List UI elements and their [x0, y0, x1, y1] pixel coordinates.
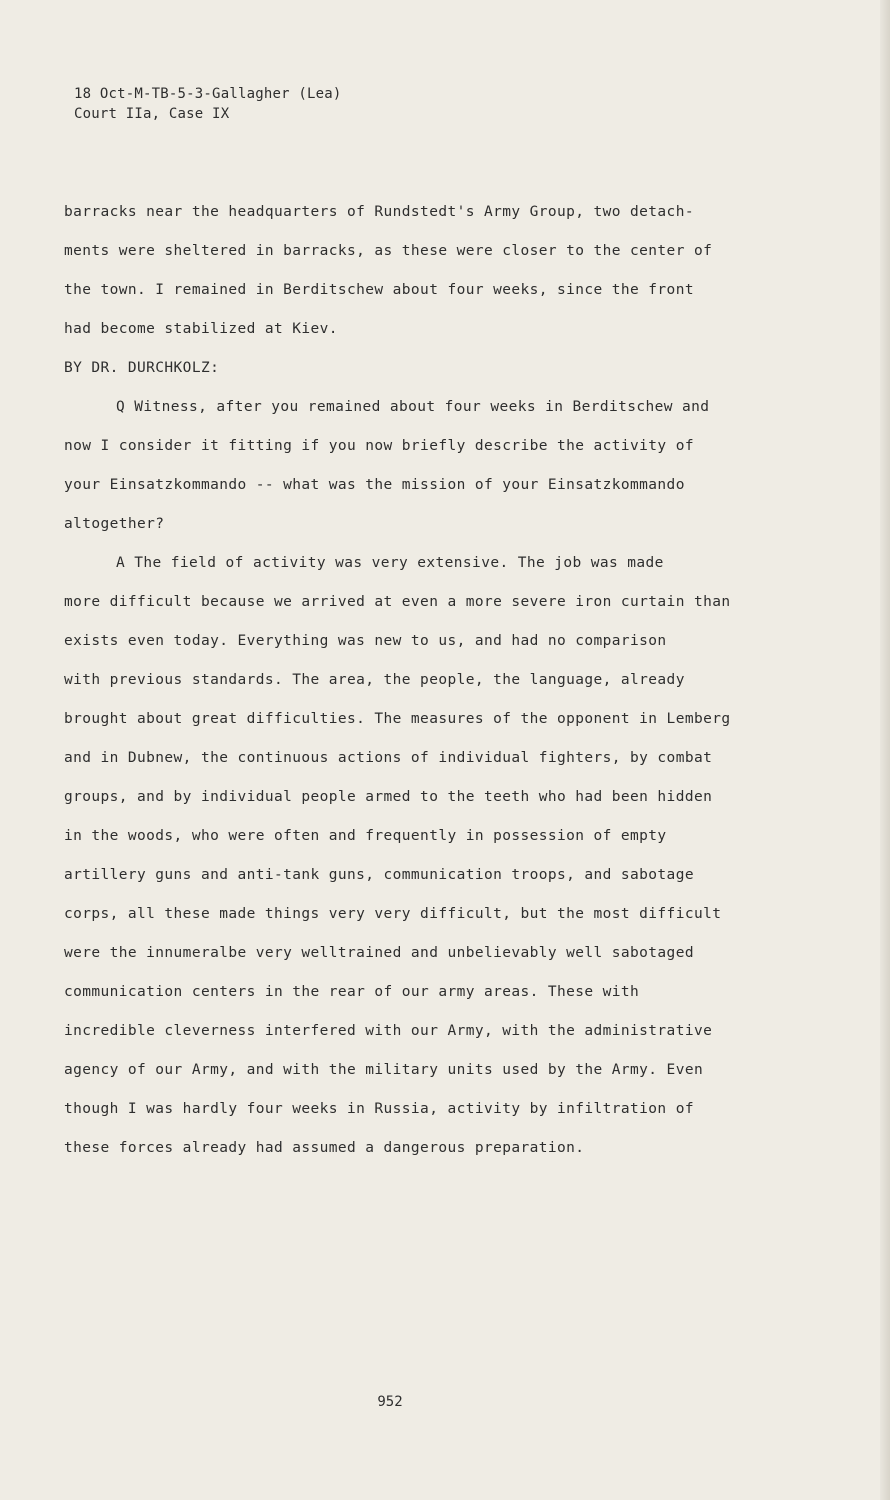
page-number: 952	[377, 1394, 403, 1410]
paragraph-1	[64, 193, 784, 349]
text-line: your Einsatzkommando -- what was the mission of your Einsatzkommando	[64, 477, 685, 493]
answer-paragraph	[64, 544, 784, 1168]
text-line: in the woods, who were often and frequently in possession of empty	[64, 828, 667, 844]
text-line: had become stabilized at Kiev.	[64, 321, 338, 337]
text-line: artillery guns and anti-tank guns, communication troops, and sabotage	[64, 867, 694, 883]
examiner-heading	[64, 349, 784, 388]
text-line: groups, and by individual people armed to the teeth who had been hidden	[64, 789, 713, 805]
text-line: communication centers in the rear of our army areas. These with	[64, 984, 640, 1000]
page-edge	[880, 0, 890, 1500]
transcript-body	[64, 193, 784, 1168]
text-line: BY DR. DURCHKOLZ:	[64, 360, 220, 376]
text-line: and in Dubnew, the continuous actions of individual fighters, by combat	[64, 750, 713, 766]
text-line: ments were sheltered in barracks, as these were closer to the center of	[64, 243, 713, 259]
text-line: the town. I remained in Berditschew about four weeks, since the front	[64, 282, 694, 298]
text-line: these forces already had assumed a dangerous preparation.	[64, 1140, 585, 1156]
text-line: with previous standards. The area, the people, the language, already	[64, 672, 685, 688]
text-line: were the innumeralbe very welltrained and unbelievably well sabotaged	[64, 945, 694, 961]
text-line: A The field of activity was very extensive. The job was made	[116, 555, 664, 571]
text-line: barracks near the headquarters of Rundstedt's Army Group, two detach-	[64, 204, 694, 220]
header-line-1: 18 Oct-M-TB-5-3-Gallagher (Lea)	[74, 86, 342, 102]
document-header	[74, 84, 342, 124]
text-line: now I consider it fitting if you now briefly describe the activity of	[64, 438, 694, 454]
text-line: corps, all these made things very very difficult, but the most difficult	[64, 906, 722, 922]
text-line: agency of our Army, and with the military units used by the Army. Even	[64, 1062, 704, 1078]
text-line: Q Witness, after you remained about four weeks in Berditschew and	[116, 399, 710, 415]
header-line-2: Court IIa, Case IX	[74, 106, 230, 122]
question-paragraph	[64, 388, 784, 544]
text-line: incredible cleverness interfered with our Army, with the administrative	[64, 1023, 713, 1039]
text-line: though I was hardly four weeks in Russia, activity by infiltration of	[64, 1101, 694, 1117]
text-line: brought about great difficulties. The measures of the opponent in Lemberg	[64, 711, 731, 727]
text-line: exists even today. Everything was new to us, and had no comparison	[64, 633, 667, 649]
text-line: more difficult because we arrived at even a more severe iron curtain than	[64, 594, 731, 610]
text-line: altogether?	[64, 516, 165, 532]
